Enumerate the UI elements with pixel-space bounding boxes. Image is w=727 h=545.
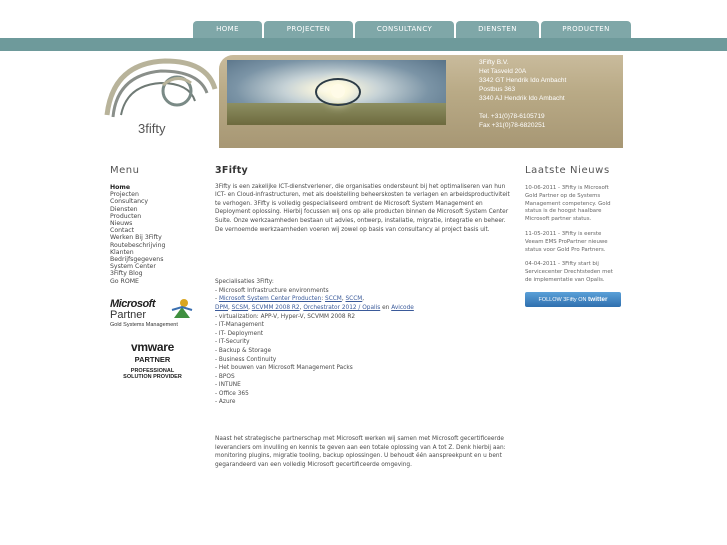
menu-item-system-center[interactable]: System Center <box>110 263 156 271</box>
follow-twitter-button[interactable]: FOLLOW 3Fifty ON twitter <box>525 292 621 307</box>
spec-item: - virtualization: APP-V, Hyper-V, SCVMM 2008 R2 <box>215 313 356 320</box>
spec-item: - Business Continuity <box>215 356 277 363</box>
menu-item-contact[interactable]: Contact <box>110 227 135 235</box>
menu-item-routebeschrijving[interactable]: Routebeschrijving <box>110 241 166 249</box>
page-title: 3Fifty <box>215 165 249 176</box>
spec-item: - BPOS <box>215 373 235 380</box>
microsoft-partner-logo[interactable]: Microsoft Partner Gold Systems Management <box>110 298 195 331</box>
nav-tab-diensten[interactable]: DIENSTEN <box>456 21 539 38</box>
menu-item-werken-bij[interactable]: Werken Bij 3Fifty <box>110 234 162 242</box>
menu-item-producten[interactable]: Producten <box>110 212 142 220</box>
ring-icon <box>315 78 361 106</box>
spec-title: Specialisaties 3Fifty: <box>215 279 274 286</box>
header-banner <box>219 55 623 148</box>
spec-item: - Microsoft Infrastructure environments <box>215 287 329 294</box>
nav-tab-consultancy[interactable]: CONSULTANCY <box>355 21 454 38</box>
main-navigation <box>0 21 727 38</box>
link-dpm[interactable]: DPM <box>215 304 228 311</box>
logo-text: 3fifty <box>138 121 166 136</box>
link-sccm[interactable]: SCCM <box>325 296 342 303</box>
twitter-icon: twitter <box>588 295 608 303</box>
menu-item-blog[interactable]: 3Fifty Blog <box>110 270 143 278</box>
outro-paragraph: Naast het strategische partnerschap met Microsoft werken wij samen met Microsoft gecertificeerde leveranciers om invulling en kennis te geven aan een totale oplossing van A tot Z. Denk hierbij aan: monitoring plugins, migratie tooling, backup oplossingen. U behoudt één aanspreekpunt en u bent gegarandeerd van een volledig Microsoft gecertificeerde omgeving. <box>215 436 506 468</box>
link-avicode[interactable]: Avicode <box>391 304 414 311</box>
menu-item-diensten[interactable]: Diensten <box>110 205 138 213</box>
page-content <box>103 148 623 545</box>
spec-item-products: DPM, SCSM, SCVMM 2008 R2, Orchestrator 2012 / Opalis en Avicode <box>215 304 414 311</box>
nav-tab-home[interactable]: HOME <box>193 21 262 38</box>
menu-item-bedrijfsgegevens[interactable]: Bedrijfsgegevens <box>110 256 164 264</box>
news-item[interactable]: 04-04-2011 - 3Fifty start bij Servicecenter Drechtsteden met de implementatie van Opalis. <box>525 261 613 283</box>
menu-item-go-rome[interactable]: Go ROME <box>110 277 139 285</box>
company-logo[interactable] <box>103 55 219 148</box>
partner-logos <box>110 298 195 390</box>
company-address: 3Fifty B.V. Het Tasveld 20A 3342 GT Hendrik Ido Ambacht Postbus 363 3340 AJ Hendrik Ido Ambacht Tel. +31(0)78-6105719 Fax +31(0)78-6820251 <box>479 59 567 129</box>
spec-item: - Het bouwen van Microsoft Management Packs <box>215 365 353 372</box>
spec-item: - IT- Deployment <box>215 330 264 337</box>
link-scsm[interactable]: SCSM <box>231 304 249 311</box>
link-scvmm[interactable]: SCVMM 2008 R2 <box>251 304 300 311</box>
site-header <box>103 55 623 148</box>
news-title: Laatste Nieuws <box>525 165 610 176</box>
gold-partner-figure-icon <box>170 298 194 320</box>
spec-item: - Backup & Storage <box>215 347 272 354</box>
spec-item-system-center: - Microsoft System Center Producten: SCCM, SCCM, <box>215 296 365 303</box>
spec-item: - Azure <box>215 399 236 406</box>
spec-item: - INTUNE <box>215 382 241 389</box>
main-article <box>215 167 513 469</box>
link-system-center-producten[interactable]: Microsoft System Center Producten <box>218 296 322 303</box>
link-sccm-2[interactable]: SCCM <box>345 296 363 303</box>
news-item[interactable]: 11-05-2011 - 3Fifty is eerste Veeam EMS ProPartner nieuwe status voor Gold Pro Partners. <box>525 230 608 253</box>
link-orchestrator[interactable]: Orchestrator 2012 / Opalis <box>303 304 381 311</box>
menu-item-projecten[interactable]: Projecten <box>110 191 139 199</box>
spec-item: - Office 365 <box>215 390 249 397</box>
spec-item: - IT-Security <box>215 339 250 346</box>
menu-title: Menu <box>110 165 140 176</box>
spec-item: - IT-Management <box>215 322 264 329</box>
top-color-band <box>0 38 727 51</box>
menu-item-nieuws[interactable]: Nieuws <box>110 220 133 228</box>
menu-item-consultancy[interactable]: Consultancy <box>110 198 149 206</box>
news-item[interactable]: 10-06-2011 - 3Fifty is Microsoft Gold Partner op de Systems Management competency. Gold status is de hoogst haalbare Microsoft partner status. <box>525 185 611 223</box>
left-menu <box>110 165 195 285</box>
nav-tab-projecten[interactable]: PROJECTEN <box>264 21 353 38</box>
vmware-partner-logo[interactable]: vmware PARTNER PROFESSIONAL SOLUTION PROVIDER <box>123 340 182 380</box>
news-sidebar <box>525 165 621 307</box>
nav-tab-producten[interactable]: PRODUCTEN <box>541 21 631 38</box>
menu-item-klanten[interactable]: Klanten <box>110 248 134 256</box>
intro-paragraph: 3Fifty is een zakelijke ICT-dienstverlener, die organisaties ondersteunt bij het optimaliseren van hun ICT- en Cloud-infrastructuren, met als doelstelling beheerskosten te verlagen en arbeidsproductiviteit te verhogen. 3Fifty is volledig gespecialiseerd omtrent de Microsoft System Management en Deployment oplossing. Hierbij focussen wij ons op alle producten binnen de Microsoft System Center Suite. Onze werkzaamheden bestaan uit advies, ontwerp, installatie, migratie, integratie en beheer. De vernoemde werkzaamheden voeren wij zowel op basis van consultancy al project basis uit. <box>215 183 510 233</box>
banner-photo <box>227 60 446 125</box>
menu-item-home[interactable]: Home <box>110 184 131 191</box>
